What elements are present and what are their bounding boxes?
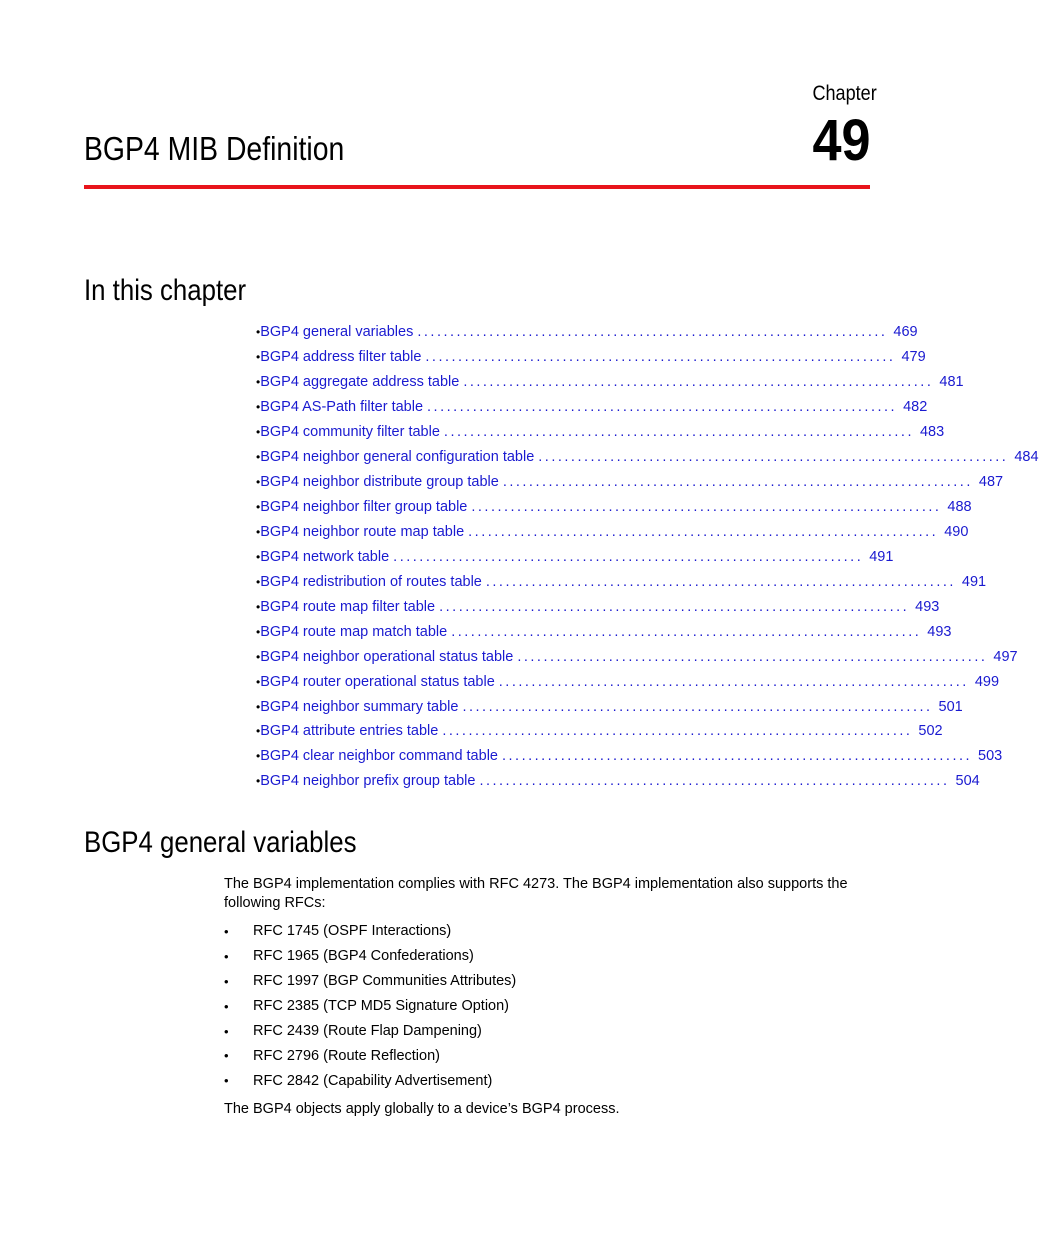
bullet-icon: • [256,375,261,390]
toc-item-label[interactable]: BGP4 neighbor distribute group table [260,474,499,491]
bullet-icon: • [256,599,261,614]
list-item [224,1068,516,1093]
toc-item-page[interactable]: 487 [978,474,1004,491]
bullet-icon: • [256,400,261,415]
toc-item[interactable] [256,395,928,420]
toc-leader: ........................................................................ [425,349,896,366]
bullet-icon: • [256,325,261,340]
toc-item-page[interactable]: 469 [893,324,918,341]
toc-item-label[interactable]: BGP4 aggregate address table [260,374,460,391]
bullet-icon: • [256,649,261,664]
toc-leader: ........................................................................ [517,648,988,665]
toc-item-label[interactable]: BGP4 neighbor prefix group table [260,773,476,790]
toc-item[interactable] [256,520,969,545]
toc-item-page[interactable]: 488 [947,499,972,516]
bullet-icon: • [256,450,261,465]
toc-item-page[interactable]: 481 [939,374,964,391]
toc-item-page[interactable]: 502 [918,723,943,740]
list-item [224,944,516,969]
rfc-item-text: RFC 1965 (BGP4 Confederations) [253,948,474,965]
toc-item-page[interactable]: 491 [961,573,987,590]
bullet-icon: • [256,699,261,714]
toc-item[interactable] [256,644,1018,669]
toc-item-page[interactable]: 482 [903,399,928,416]
toc-item-label[interactable]: BGP4 community filter table [260,424,440,441]
bullet-icon: • [256,749,261,764]
bullet-icon: • [224,998,229,1014]
chapter-number: 49 [812,108,871,173]
toc-item[interactable] [256,445,1039,470]
toc-item-label[interactable]: BGP4 redistribution of routes table [260,573,482,590]
toc-item-page[interactable]: 504 [955,773,980,790]
toc-item[interactable] [256,345,926,370]
toc-leader: ........................................................................ [393,548,864,565]
bullet-icon: • [256,574,261,589]
bullet-icon: • [256,549,261,564]
toc-item[interactable] [256,744,1003,769]
bullet-icon: • [224,948,229,964]
bullet-icon: • [256,724,261,739]
toc-item[interactable] [256,719,943,744]
bullet-icon: • [256,674,261,689]
rfc-item-text: RFC 1745 (OSPF Interactions) [253,923,452,940]
toc-heading: In this chapter [84,274,247,307]
list-item [224,1043,516,1068]
toc-item-label[interactable]: BGP4 address filter table [260,349,422,366]
toc-leader: ........................................................................ [417,324,888,341]
toc-item-page[interactable]: 503 [978,748,1003,765]
bullet-icon: • [256,774,261,789]
list-item [224,1019,516,1044]
bullet-icon: • [256,475,261,490]
toc-leader: ........................................................................ [427,399,898,416]
toc-leader: ........................................................................ [501,748,973,765]
toc-item-label[interactable]: BGP4 neighbor summary table [260,698,459,715]
toc-leader: ........................................................................ [462,698,933,715]
toc-item[interactable] [256,769,980,794]
toc-item-page[interactable]: 493 [927,623,952,640]
toc-leader: ........................................................................ [443,424,914,441]
toc-item[interactable] [256,470,1004,495]
toc-leader: ........................................................................ [538,449,1009,466]
bullet-icon: • [256,500,261,515]
toc-item-label[interactable]: BGP4 route map filter table [260,598,436,615]
toc-list [256,320,1039,794]
rfc-item-text: RFC 1997 (BGP Communities Attributes) [253,973,517,990]
bullet-icon: • [256,624,261,639]
toc-item-page[interactable]: 493 [915,598,940,615]
bullet-icon: • [224,1048,229,1064]
toc-item[interactable] [256,370,964,395]
rfc-item-text: RFC 2439 (Route Flap Dampening) [253,1023,482,1039]
toc-item-label[interactable]: BGP4 clear neighbor command table [260,748,498,765]
chapter-label: Chapter [812,82,877,105]
toc-item[interactable] [256,594,940,619]
toc-leader: ........................................................................ [485,573,956,590]
toc-item[interactable] [256,569,987,594]
toc-item-label[interactable]: BGP4 general variables [260,324,414,341]
toc-item-label[interactable]: BGP4 neighbor general configuration table [260,449,535,466]
toc-item-page[interactable]: 484 [1014,449,1039,466]
bullet-icon: • [224,1073,229,1089]
bullet-icon: • [256,350,261,365]
bullet-icon: • [224,923,229,939]
toc-item[interactable] [256,544,894,569]
list-item [224,994,516,1019]
toc-item[interactable] [256,320,918,345]
toc-item-page[interactable]: 499 [974,673,1000,690]
toc-item[interactable] [256,694,963,719]
rfc-item-text: RFC 2796 (Route Reflection) [253,1047,440,1064]
list-item [224,969,516,994]
section-heading: BGP4 general variables [84,826,357,859]
toc-item-label[interactable]: BGP4 router operational status table [260,673,495,690]
intro-paragraph: The BGP4 implementation complies with RFC 4273. The BGP4 implementation also supports the following RFCs: [224,876,848,911]
toc-item-page[interactable]: 491 [869,548,894,565]
toc-item-label[interactable]: BGP4 AS-Path filter table [260,399,424,416]
toc-leader: ........................................................................ [479,773,950,790]
toc-leader: ........................................................................ [463,374,934,391]
toc-item-label[interactable]: BGP4 route map match table [260,623,448,640]
toc-item[interactable] [256,669,1000,694]
toc-leader: ........................................................................ [502,474,973,491]
rfc-item-text: RFC 2842 (Capability Advertisement) [253,1072,493,1089]
toc-item[interactable] [256,420,945,445]
toc-leader: ........................................................................ [439,598,910,615]
toc-item-page[interactable]: 497 [993,648,1018,665]
toc-item-page[interactable]: 501 [938,698,963,715]
toc-leader: ........................................................................ [498,673,969,690]
chapter-title: BGP4 MIB Definition [84,130,345,167]
toc-item-page[interactable]: 479 [901,349,926,366]
toc-leader: ........................................................................ [442,723,913,740]
toc-item-label[interactable]: BGP4 attribute entries table [260,723,439,740]
toc-leader: ........................................................................ [451,623,922,640]
toc-item-label[interactable]: BGP4 neighbor route map table [260,523,465,540]
toc-leader: ........................................................................ [468,523,939,540]
bullet-icon: • [256,425,261,440]
list-item [224,919,516,944]
toc-item-label[interactable]: BGP4 network table [260,548,390,565]
bullet-icon: • [224,973,229,989]
toc-item-label[interactable]: BGP4 neighbor filter group table [260,499,468,516]
toc-item-label[interactable]: BGP4 neighbor operational status table [260,648,514,665]
rfc-item-text: RFC 2385 (TCP MD5 Signature Option) [253,998,510,1015]
closing-paragraph: The BGP4 objects apply globally to a device’s BGP4 process. [224,1101,620,1117]
title-rule [84,185,870,189]
toc-leader: ........................................................................ [471,499,942,516]
rfc-list [224,919,516,1093]
toc-item-page[interactable]: 483 [919,424,945,441]
toc-item-page[interactable]: 490 [944,523,969,540]
bullet-icon: • [256,524,261,539]
toc-item[interactable] [256,619,952,644]
toc-item[interactable] [256,495,972,520]
bullet-icon: • [224,1023,229,1039]
